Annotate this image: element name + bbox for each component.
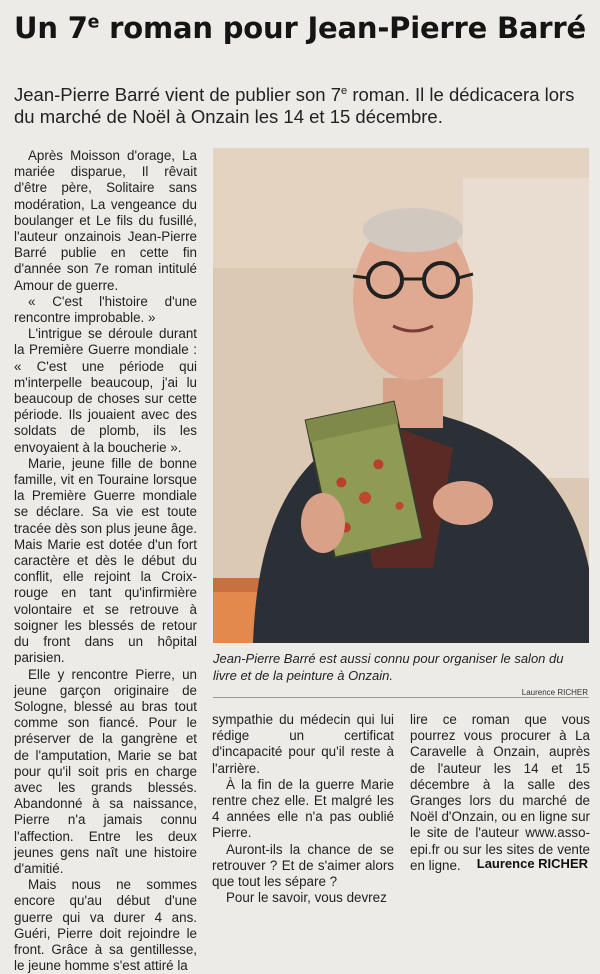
paragraph: Marie, jeune fille de bonne famille, vit en Touraine lorsque la Première Guerre mondiale se déclare. Sa vie est toute tracée dès son plus jeune âge. Mais Marie est dotée d'un fort caractère et dès le début du conflit, elle rejoint la Croix-rouge en tant qu'infirmière volontaire et se retrouve à soigner les blessés de retour du front dans un hôpital parisien. [14, 455, 197, 666]
paragraph: Pour le savoir, vous devrez [226, 890, 387, 906]
article-column-1 [14, 148, 197, 974]
subtitle-part2: roman. Il le dédicacera lors du marché de Noël à Onzain les 14 et 15 décembre. [14, 84, 575, 127]
photo-credit: Laurence RICHER [521, 688, 588, 697]
author-photo [213, 148, 589, 643]
paragraph: lire ce roman que vous pourrez vous procurer à La Caravelle à Onzain, auprès de l'auteur les 14 et 15 décembre à la salle des Granges lors du marché de Noël d'Onzain, ou en ligne sur le site de l'auteur www.asso-epi.fr ou sur les sites de vente en ligne. [410, 712, 590, 873]
paragraph: « C'est l'histoire d'une rencontre improbable. » [14, 293, 197, 326]
article-column-2 [212, 712, 394, 906]
author-byline: Laurence RICHER [476, 856, 588, 871]
paragraph: Auront-ils la chance de se retrouver ? Et de s'aimer alors que tout les sépare ? [212, 841, 394, 890]
headline-sup: e [87, 12, 100, 33]
paragraph: À la fin de la guerre Marie rentre chez elle. Et malgré les 4 années elle n'a pas oublié Pierre. [212, 776, 394, 841]
headline-part1: Un 7 [14, 11, 88, 45]
paragraph: Après Moisson d'orage, La mariée disparue, Il rêvait d'être père, Solitaire sans modération, La vengeance du boulanger et Le fils du fusillé, l'auteur onzainois Jean-Pierre Barré publie en cette fin d'année son 7e roman intitulé Amour de guerre. [14, 148, 197, 293]
paragraph: sympathie du médecin qui lui rédige un certificat d'incapacité pour qu'il reste à l'arrière. [212, 712, 394, 776]
subtitle-part1: Jean-Pierre Barré vient de publier son 7 [14, 84, 342, 105]
paragraph: Elle y rencontre Pierre, un jeune garçon originaire de Sologne, blessé au bras tout comme son fiancé. Pour le préserver de la gangrène et de l'amputation, Marie se bat pour qu'il soit pris en charge avec les grands blessés. Abandonné à sa naissance, Pierre n'a jamais connu l'affection. Entre les deux jeunes gens naît une histoire d'amitié. [14, 666, 197, 876]
subtitle-sup: e [341, 84, 348, 97]
headline-part2: roman pour Jean-Pierre Barré [99, 11, 586, 45]
paragraph: Mais nous ne sommes encore qu'au début d'une guerre qui va durer 4 ans. Guéri, Pierre doit rejoindre le front. Grâce à sa gentillesse, le jeune homme s'est attiré la [14, 877, 197, 974]
article-subtitle [14, 84, 589, 128]
author-photo-illustration [213, 148, 589, 643]
caption-divider [213, 697, 589, 698]
article-headline [14, 12, 589, 44]
photo-caption: Jean-Pierre Barré est aussi connu pour organiser le salon du livre et de la peinture à Onzain. [213, 651, 564, 683]
paragraph: L'intrigue se déroule durant la Première Guerre mondiale : « C'est une période qui m'interpelle beaucoup, j'ai lu beaucoup de choses sur cette période. Ils jouaient avec des soldats de plomb, ils les envoyaient à la boucherie ». [14, 326, 197, 455]
article-column-3 [410, 712, 590, 874]
